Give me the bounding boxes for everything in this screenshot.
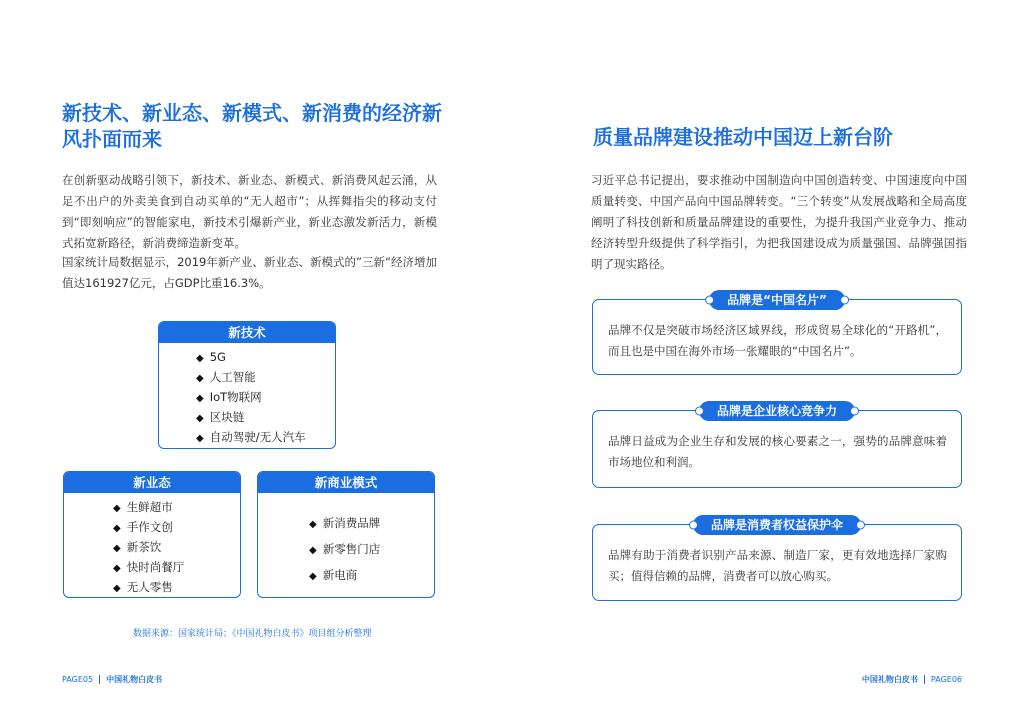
new-tech-box [158,321,336,449]
footer-divider [99,675,100,684]
brand-card-core-competitiveness [592,404,962,488]
diamond-bullet-icon: ◆ [113,543,121,554]
list-item: ◆ 新茶饮 [113,540,162,554]
list-item: ◆ 自动驾驶/无人汽车 [196,430,306,444]
list-item: ◆ 5G [196,350,226,364]
left-footer [62,674,162,685]
new-business-box [63,471,241,598]
list-item: ◆ IoT物联网 [196,390,262,404]
brand-card-consumer-protection [592,518,962,601]
footer-divider [924,675,925,684]
diamond-bullet-icon: ◆ [113,563,121,574]
page-number: PAGE06 [930,675,962,684]
right-page-title: 质量品牌建设推动中国迈上新台阶 [593,125,893,149]
list-item: ◆ 快时尚餐厅 [113,560,185,574]
list-item: ◆ 手作文创 [113,520,173,534]
card-title: 品牌是企业核心竞争力 [699,401,855,421]
list-item: ◆ 新消费品牌 [309,516,381,530]
diamond-bullet-icon: ◆ [196,353,204,364]
list-item: ◆ 新零售门店 [309,542,381,556]
card-text: 品牌有助于消费者识别产品来源、制造厂家，更有效地选择厂家购买；值得信赖的品牌，消费者可以放心购买。 [608,548,947,583]
diamond-bullet-icon: ◆ [196,433,204,444]
card-text: 品牌不仅是突破市场经济区域界线，形成贸易全球化的“开路机”，而且也是中国在海外市场一张耀眼的“中国名片”。 [608,323,947,358]
new-business-box-title: 新业态 [64,472,240,493]
footer-book-title: 中国礼物白皮书 [861,675,918,684]
diamond-bullet-icon: ◆ [113,503,121,514]
new-business-model-box-title: 新商业模式 [258,472,434,493]
diamond-bullet-icon: ◆ [309,571,317,582]
diamond-bullet-icon: ◆ [309,545,317,556]
diamond-bullet-icon: ◆ [309,519,317,530]
new-business-model-box [257,471,435,598]
right-page [512,0,1024,725]
left-page-title: 新技术、新业态、新模式、新消费的经济新风扑面而来 [62,101,442,151]
list-item: ◆ 生鲜超市 [113,500,173,514]
card-text: 品牌日益成为企业生存和发展的核心要素之一，强势的品牌意味着市场地位和利润。 [608,434,947,469]
page-number: PAGE05 [62,675,94,684]
data-source-note: 数据来源：国家统计局；《中国礼物白皮书》项目组分析整理 [133,629,372,639]
card-title: 品牌是消费者权益保护伞 [693,515,861,535]
new-tech-box-title: 新技术 [159,322,335,343]
right-footer [862,674,962,685]
diamond-bullet-icon: ◆ [196,413,204,424]
list-item: ◆ 新电商 [309,568,358,582]
list-item: ◆ 区块链 [196,410,245,424]
footer-book-title: 中国礼物白皮书 [106,675,163,684]
brand-card-national-name-card [592,293,962,375]
diamond-bullet-icon: ◆ [196,373,204,384]
list-item: ◆ 人工智能 [196,370,256,384]
card-title: 品牌是“中国名片” [709,290,845,310]
list-item: ◆ 无人零售 [113,580,173,594]
right-intro-paragraph: 习近平总书记提出，要求推动中国制造向中国创造转变、中国速度向中国质量转变、中国产品向中国品牌转变。“三个转变”从发展战略和全局高度阐明了科技创新和质量品牌建设的重要性，为提升我国产业竞争力、推动经济转型升级提供了科学指引，为把我国建设成为质量强国、品牌强国指明了现实路径。 [591,173,967,271]
left-stats-paragraph: 国家统计局数据显示，2019年新产业、新业态、新模式的”三新“经济增加值达161927亿元，占GDP比重16.3%。 [62,255,437,290]
diamond-bullet-icon: ◆ [113,523,121,534]
left-intro-paragraph: 在创新驱动战略引领下，新技术、新业态、新模式、新消费风起云涌，从足不出户的外卖美食到自动买单的“无人超市”；从挥舞指尖的移动支付到“即刻响应”的智能家电，新技术引爆新产业，新业态激发新活力，新模式拓宽新路径，新消费缔造新变革。 [62,173,437,250]
diamond-bullet-icon: ◆ [196,393,204,404]
diamond-bullet-icon: ◆ [113,583,121,594]
